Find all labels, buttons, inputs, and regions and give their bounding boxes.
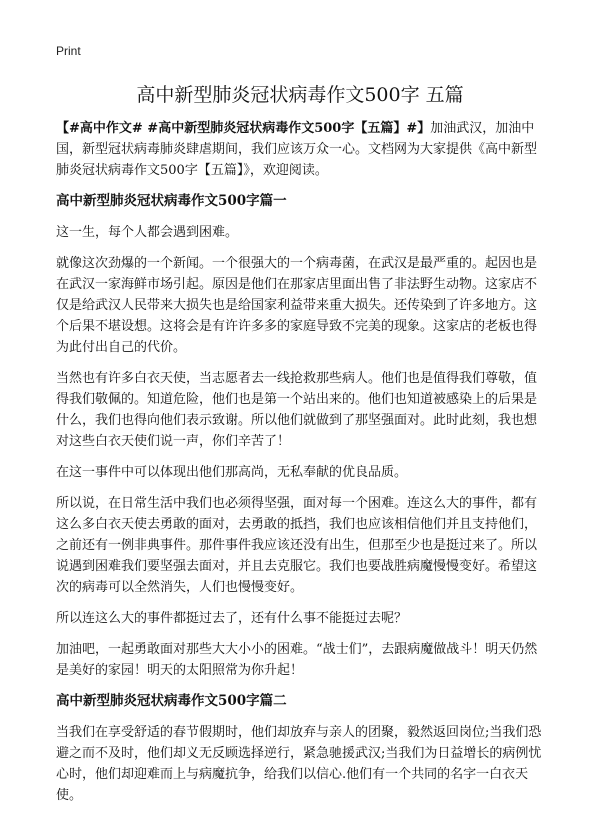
paragraph: 就像这次劲爆的一个新闻。一个很强大的一个病毒菌，在武汉是最严重的。起因也是在武汉一家海鲜市场引起。原因是他们在那家店里面出售了非法野生动物。这家店不仅是给武汉人民带来大损失也是给国家利益带来重大损失。还传染到了许多地方。这个后果不堪设想。这将会是有许许多多的家庭导致不完美的现象。这家店的老板也得为此付出自己的代价。 — [56, 256, 538, 355]
paragraph: 加油吧，一起勇敢面对那些大大小小的困难。“战士们”，去跟病魔做战斗！明天仍然是美好的家园！明天的太阳照常为你升起！ — [56, 642, 538, 678]
intro-tags: 【#高中作文# #高中新型肺炎冠状病毒作文500字【五篇】#】 — [56, 121, 431, 136]
section-heading-1: 高中新型肺炎冠状病毒作文500字篇一 — [56, 193, 287, 209]
intro-text: 加油武汉，加油中国，新型冠状病毒肺炎肆虐期间，我们应该万众一心。文档网为大家提供《高中新型肺炎冠状病毒作文500字【五篇】》，欢迎阅读。 — [56, 121, 538, 178]
paragraph: 所以连这么大的事件都挺过去了，还有什么事不能挺过去呢？ — [56, 611, 408, 626]
intro-paragraph — [56, 118, 544, 181]
paragraph: 在这一事件中可以体现出他们那高尚，无私奉献的优良品质。 — [56, 465, 408, 480]
page-title: 高中新型肺炎冠状病毒作文500字 五篇 — [136, 84, 464, 106]
section-heading-2: 高中新型肺炎冠状病毒作文500字篇二 — [56, 693, 287, 709]
paragraph: 当然也有许多白衣天使，当志愿者去一线抢救那些病人。他们也是值得我们尊敬，值得我们敬佩的。知道危险，他们也是第一个站出来的。他们也知道被感染上的后果是什么，我们也得向他们表示致谢。所以他们就做到了那坚强面对。此时此刻，我也想对这些白衣天使们说一声，你们辛苦了！ — [56, 371, 538, 449]
paragraph: 当我们在享受舒适的春节假期时，他们却放弃与亲人的团聚，毅然返回岗位;当我们恐避之而不及时，他们却义无反顾选择逆行，紧急驰援武汉;当我们为日益增长的病例忧心时，他们却迎难而上与病魔抗争，给我们以信心.他们有一个共同的名字一白衣天使。 — [56, 725, 542, 803]
print-link[interactable]: Print — [56, 44, 81, 58]
article-body — [56, 118, 544, 816]
paragraph: 这一生，每个人都会遇到困难。 — [56, 225, 239, 240]
paragraph: 所以说，在日常生活中我们也必须得坚强，面对每一个困难。连这么大的事件，都有这么多白衣天使去勇敢的面对，去勇敢的抵挡，我们也应该相信他们并且支持他们，之前还有一例非典事件。那件事件我应该还没有出生，但那至少也是挺过来了。所以说遇到困难我们要坚强去面对，并且去克服它。我们也要战胜病魔慢慢变好。希望这次的病毒可以全然消失，人们也慢慢变好。 — [56, 496, 538, 595]
